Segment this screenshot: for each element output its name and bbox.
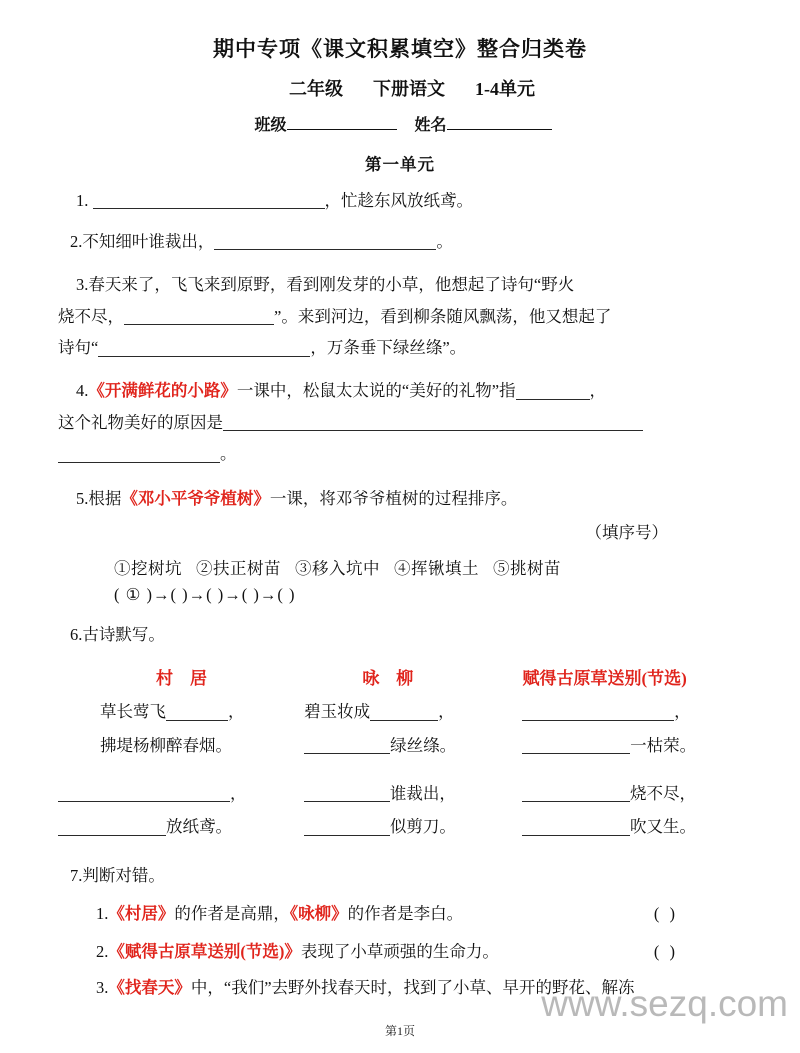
poem-r4-c1-post: 放纸鸢。 (166, 817, 232, 837)
question-4-part1-tail: ， (589, 381, 607, 401)
question-5-number: 5. (76, 489, 89, 509)
question-3-part3-tail: ，万条垂下绿丝绦”。 (310, 337, 467, 357)
question-2-blank[interactable] (214, 232, 436, 250)
question-1 (58, 185, 742, 216)
question-2-number: 2. (70, 231, 83, 251)
poem-title-1: 村 居 (156, 668, 207, 688)
poem-blank-r4c2[interactable] (304, 818, 390, 836)
poem-blank-r1c1[interactable] (166, 702, 228, 720)
poem-blank-r4c3[interactable] (522, 818, 630, 836)
step-item-5: ⑤挑树苗 (493, 558, 561, 578)
poem-blank-r2c2[interactable] (304, 736, 390, 754)
subtitle-row (58, 75, 742, 101)
poem-r2-c3-post: 一枯荣。 (630, 735, 697, 755)
question-5 (58, 483, 742, 514)
poem-row (58, 810, 742, 844)
question-4-blank-3[interactable] (58, 444, 220, 462)
poem-r2-c1-pre: 拂堤杨柳醉春烟。 (100, 735, 232, 755)
poem-blank-r3c2[interactable] (304, 784, 390, 802)
poem-title-3: 赋得古原草送别(节选) (522, 668, 687, 688)
poem-r1-c3-post: ， (674, 701, 691, 721)
tf-3-tail: 中，“我们”去野外找春天时，找到了小草、早开的野花、解冻 (190, 977, 635, 997)
question-5-note: （填序号） (585, 522, 668, 542)
tf-1-title-2: 《咏柳》 (289, 903, 348, 923)
question-4-blank-2[interactable] (223, 413, 643, 431)
class-input-blank[interactable] (287, 113, 397, 130)
question-4-part3-tail: 。 (220, 443, 237, 463)
question-7-label: 判断对错。 (82, 866, 165, 886)
poem-titles-row (58, 664, 742, 689)
poem-r2-c2-post: 绿丝绦。 (390, 735, 457, 755)
page-title: 期中专项《课文积累填空》整合归类卷 (213, 37, 587, 61)
poem-r1-c2-pre: 碧玉妆成 (304, 701, 371, 721)
poem-r1-c1-pre: 草长莺飞 (100, 701, 166, 721)
student-info-row (58, 112, 742, 135)
site-watermark: www.sezq.com (541, 983, 788, 1024)
class-label: 班级 (254, 116, 287, 134)
poem-r3-c1-post: ， (230, 783, 247, 803)
poem-r4-c2-post: 似剪刀。 (389, 817, 456, 837)
poem-title-2: 咏 柳 (362, 668, 414, 688)
poem-blank-r1c3[interactable] (522, 702, 674, 720)
question-3-part2-tail: ”。来到河边，看到柳条随风飘荡，他又想起了 (274, 306, 612, 326)
question-4-number: 4. (76, 381, 89, 401)
poem-r1-c2-post: ， (438, 701, 455, 721)
name-input-blank[interactable] (447, 113, 552, 130)
step-item-2: ②扶正树苗 (196, 558, 281, 578)
poem-blank-r3c3[interactable] (522, 784, 630, 802)
question-4 (58, 375, 742, 469)
question-6-label: 古诗默写。 (82, 624, 165, 644)
question-7 (58, 860, 742, 891)
poem-blank-r4c1[interactable] (58, 818, 166, 836)
poem-r1-c1-post: ， (228, 701, 245, 721)
step-item-4: ④挥锹填土 (394, 558, 479, 578)
question-1-tail: ，忙趁东风放纸鸢。 (324, 190, 473, 210)
question-2-tail: 。 (436, 231, 453, 251)
poem-blank-r3c1[interactable] (58, 784, 230, 802)
question-5-head: 根据 (88, 489, 122, 509)
volume-label: 下册语文 (373, 78, 445, 99)
tf-2-number: 2. (96, 941, 109, 961)
tf-1-title-1: 《村居》 (108, 903, 175, 923)
poem-row (58, 777, 742, 811)
tf-1-mid: 的作者是高鼎， (174, 903, 290, 923)
tf-1-tail: 的作者是李白。 (347, 903, 464, 923)
grade-label: 二年级 (289, 78, 343, 99)
question-1-blank[interactable] (93, 191, 325, 209)
question-1-number: 1. (76, 190, 89, 210)
question-3-number: 3. (76, 275, 89, 295)
list-item (58, 898, 742, 930)
question-5-tail: 一课，将邓爷爷植树的过程排序。 (269, 489, 518, 509)
poem-r4-c3-post: 吹又生。 (629, 817, 696, 837)
list-item (58, 936, 742, 968)
question-3-blank-2[interactable] (98, 338, 310, 356)
poem-r3-c2-post: 谁裁出， (389, 783, 456, 803)
tf-3-title: 《找春天》 (108, 977, 191, 997)
step-item-1: ①挖树坑 (114, 558, 182, 578)
page-number: 第1页 (384, 1024, 415, 1038)
question-3 (58, 269, 742, 363)
question-3-part3-head: 诗句“ (58, 337, 99, 357)
poem-r3-c3-post: 烧不尽， (629, 783, 696, 803)
name-label: 姓名 (414, 116, 447, 134)
poem-blank-r2c3[interactable] (522, 736, 630, 754)
question-5-answer-row[interactable]: ( ① )→( )→( )→( )→( ) (114, 584, 296, 604)
tf-3-number: 3. (96, 977, 109, 997)
poem-row (58, 695, 742, 729)
poem-grid (58, 695, 742, 844)
tf-1-number: 1. (96, 903, 109, 923)
question-3-blank-1[interactable] (124, 307, 274, 325)
units-label: 1-4单元 (475, 78, 535, 99)
unit-heading: 第一单元 (365, 154, 435, 174)
question-4-book-title: 《开满鲜花的小路》 (88, 381, 237, 401)
question-5-book-title: 《邓小平爷爷植树》 (121, 489, 270, 509)
tf-2-title-1: 《赋得古原草送别(节选)》 (108, 941, 301, 961)
question-3-part1: 春天来了，飞飞来到原野，看到刚发芽的小草，他想起了诗句“野火 (88, 275, 575, 295)
question-3-part2-head: 烧不尽， (58, 306, 124, 326)
poem-blank-r1c2[interactable] (370, 702, 438, 720)
question-2 (58, 226, 742, 257)
tf-1-answer-paren[interactable]: ( ) (653, 903, 678, 923)
question-6 (58, 619, 742, 650)
question-4-blank-1[interactable] (516, 382, 590, 400)
step-item-3: ③移入坑中 (295, 558, 380, 578)
tf-2-answer-paren[interactable]: ( ) (653, 941, 678, 961)
question-5-steps (58, 555, 742, 579)
tf-2-tail: 表现了小草顽强的生命力。 (300, 941, 499, 961)
question-6-number: 6. (70, 624, 83, 644)
question-4-part1: 一课中，松鼠太太说的“美好的礼物”指 (236, 381, 516, 401)
question-7-number: 7. (70, 866, 83, 886)
poem-row (58, 729, 742, 763)
question-4-part2: 这个礼物美好的原因是 (58, 412, 223, 432)
question-2-head: 不知细叶谁裁出， (82, 231, 215, 251)
